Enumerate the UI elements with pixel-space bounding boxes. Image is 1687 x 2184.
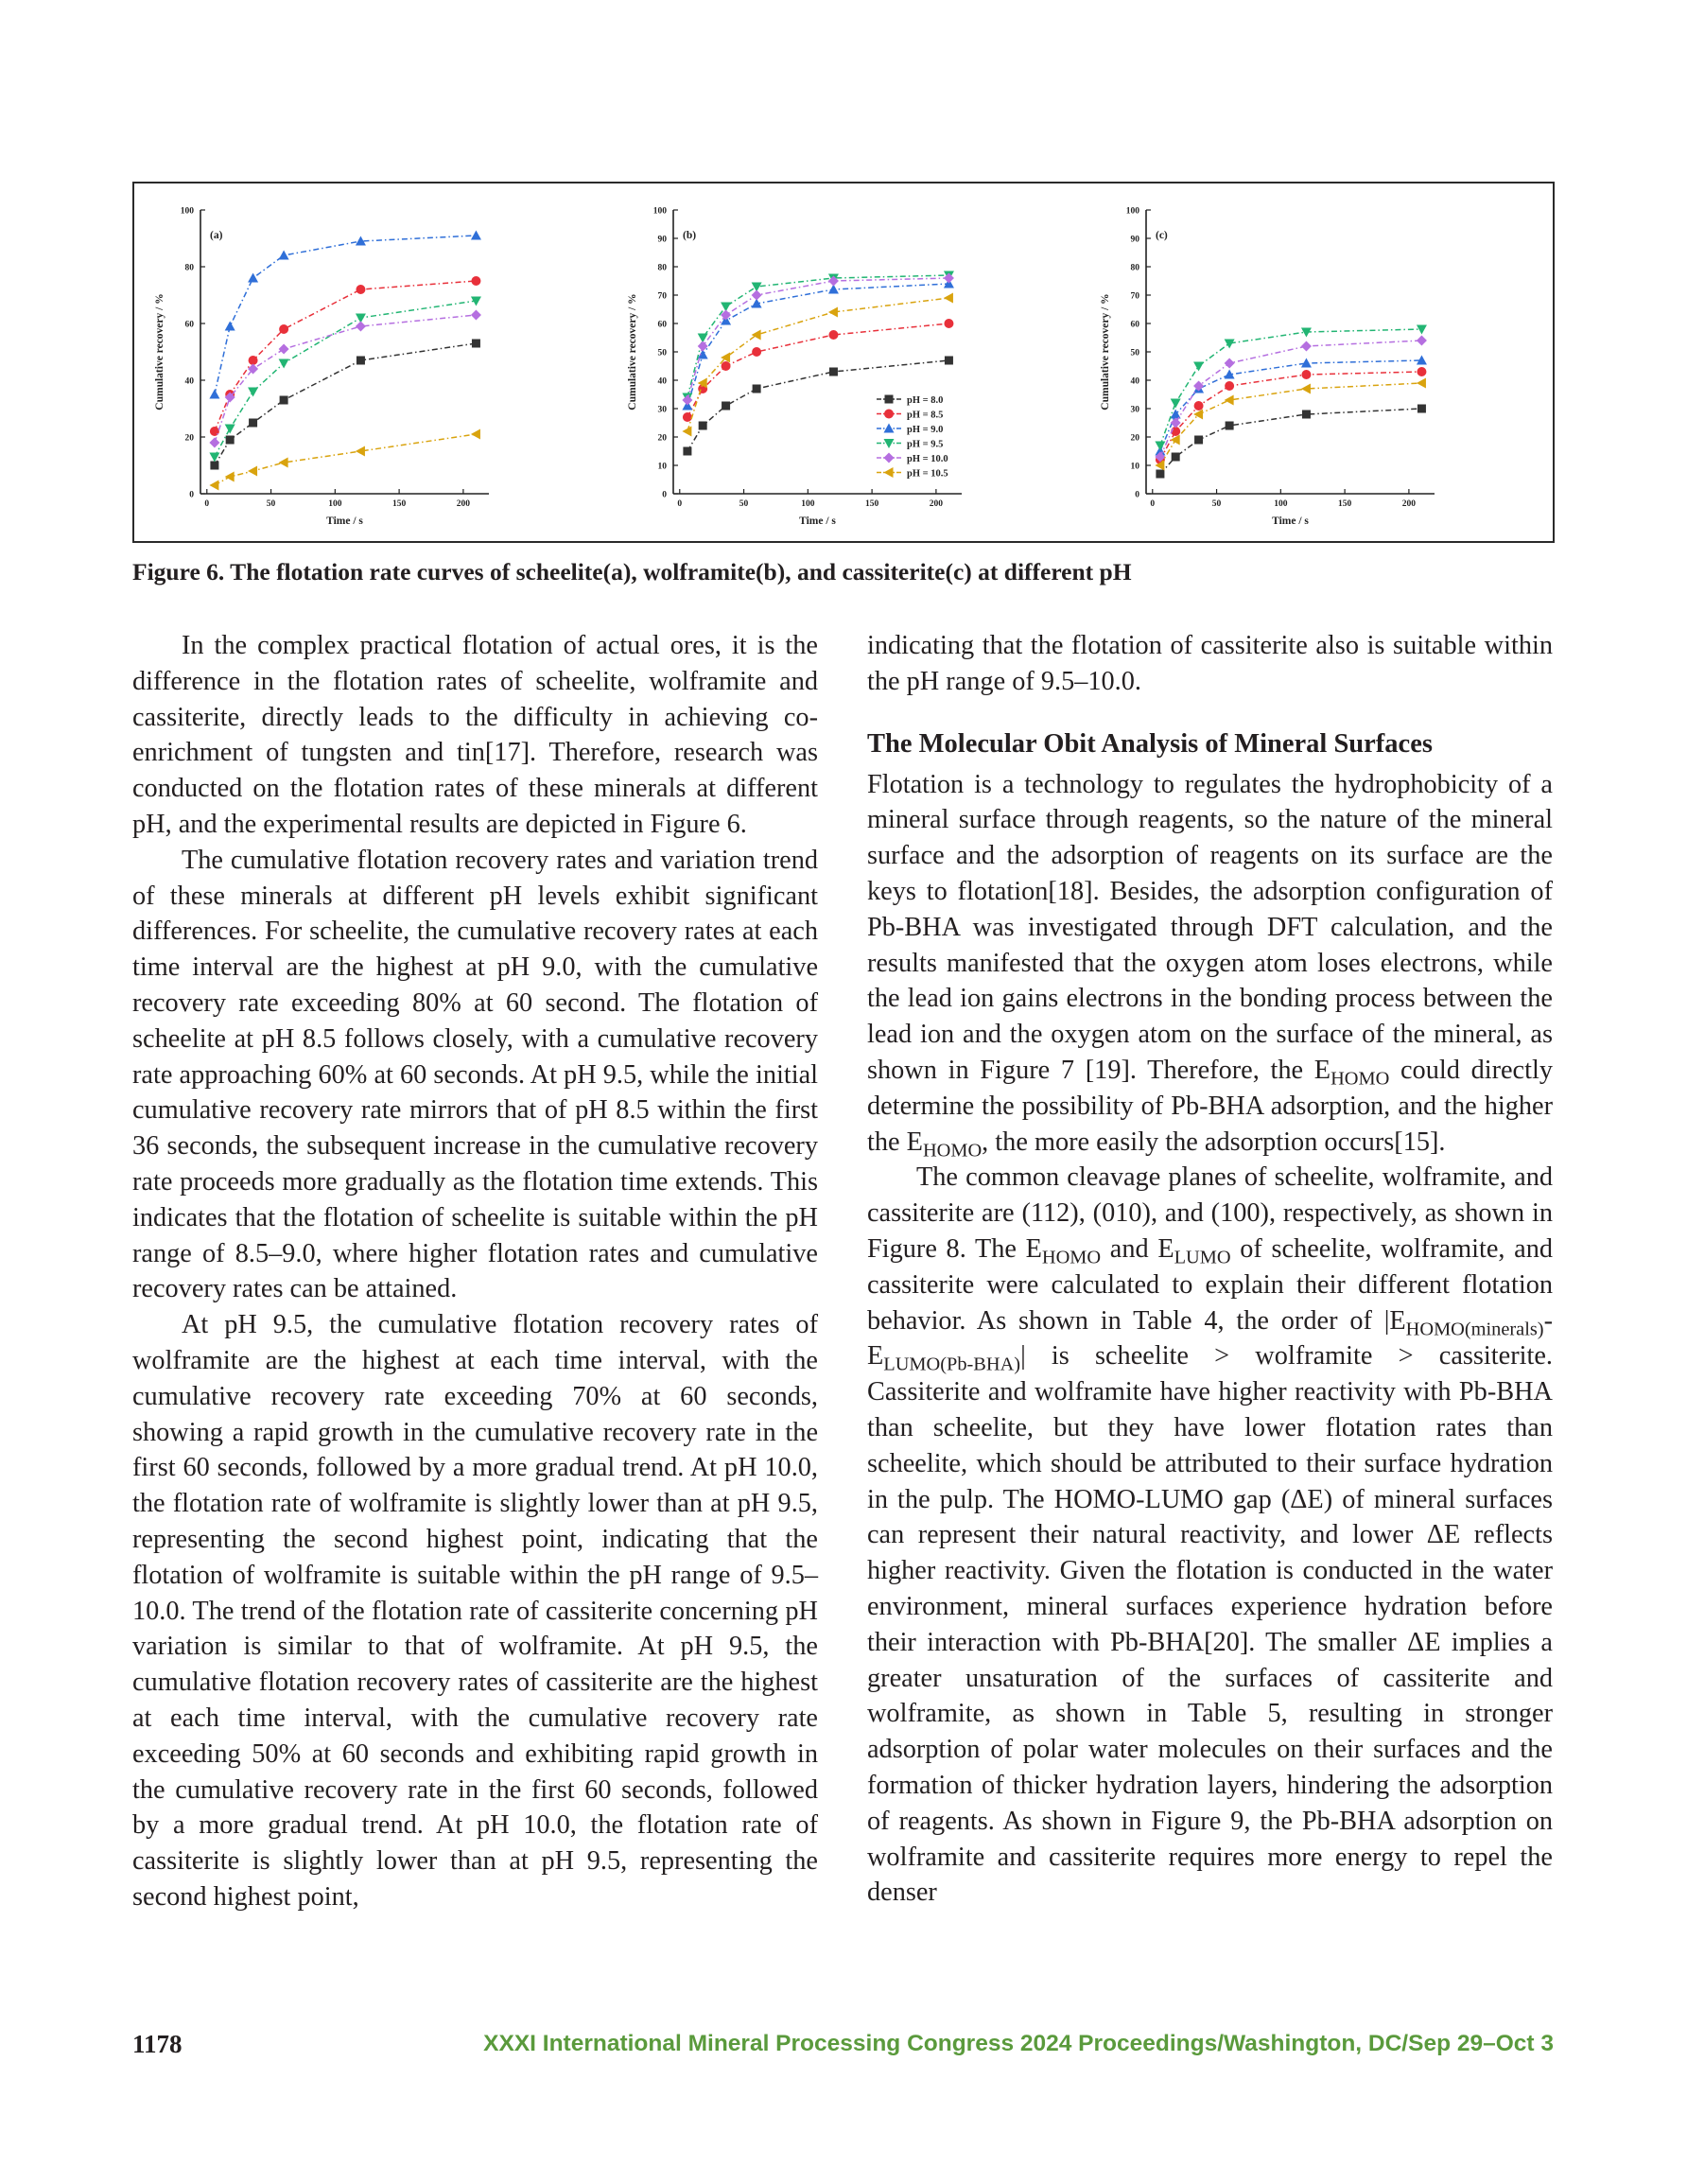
y-axis-label: Cumulative recovery / % (627, 293, 638, 411)
data-point (248, 388, 258, 397)
text-run: of scheelite, wolframite, and cassiterite were calculated to explain their different flotation behavior. As shown in Table 4, the order of |E (867, 1233, 1553, 1336)
data-point (1225, 381, 1234, 391)
data-point (209, 453, 219, 463)
y-tick-label: 10 (1130, 462, 1139, 472)
data-point (471, 276, 480, 286)
y-tick-label: 50 (1130, 348, 1139, 358)
chart-panel-2 (627, 207, 962, 528)
data-point (249, 419, 257, 428)
figure-6-frame (132, 182, 1555, 543)
legend-marker (884, 410, 894, 419)
y-tick-label: 0 (1135, 490, 1139, 500)
x-tick-label: 100 (1274, 499, 1288, 509)
text-run: The common cleavage planes of scheelite, wolframite, and cassiterite are (112), (010), and (100), respectively, as shown in Figure 8. The E (867, 1162, 1553, 1264)
data-point (945, 357, 953, 365)
legend-marker (884, 467, 894, 478)
y-tick-label: 60 (657, 320, 667, 330)
data-point (225, 322, 235, 331)
x-axis-label: Time / s (799, 515, 836, 527)
data-point (722, 402, 730, 411)
x-tick-label: 200 (1401, 499, 1417, 509)
data-point (280, 396, 288, 405)
data-point (209, 438, 219, 448)
x-tick-label: 150 (1337, 499, 1352, 509)
right-column (867, 628, 1553, 1911)
data-point (829, 368, 838, 376)
data-point (356, 446, 365, 457)
data-point (1226, 422, 1234, 430)
text-run: and E (1101, 1233, 1174, 1264)
legend-label: pH = 9.5 (907, 439, 944, 450)
data-point (1225, 358, 1235, 369)
y-tick-label: 20 (1130, 433, 1139, 444)
data-point (279, 458, 288, 468)
legend-marker (884, 439, 895, 448)
legend-label: pH = 8.0 (907, 394, 944, 406)
data-point (1301, 370, 1311, 379)
text-run: , the more easily the adsorption occurs[15]. (982, 1127, 1446, 1157)
subscript: LUMO(Pb-BHA) (883, 1354, 1021, 1375)
subscript: HOMO(minerals) (1405, 1319, 1544, 1340)
data-point (1156, 470, 1164, 479)
x-tick-label: 50 (739, 499, 749, 509)
text-run: could directly determine the possibility of Pb-BHA adsorption, and the higher the E (867, 1055, 1553, 1157)
figure-caption: Figure 6. The flotation rate curves of scheelite(a), wolframite(b), and cassiterite(c) at different pH (132, 558, 1132, 585)
data-point (944, 293, 953, 304)
y-tick-label: 50 (657, 348, 667, 358)
data-point (1417, 367, 1426, 376)
y-tick-label: 0 (662, 490, 667, 500)
data-point (1193, 381, 1204, 392)
data-point (828, 307, 838, 318)
data-point (279, 359, 289, 369)
data-point (1417, 325, 1427, 335)
data-point (279, 251, 289, 260)
legend-marker (885, 395, 894, 404)
data-point (226, 436, 235, 445)
x-tick-label: 100 (801, 499, 815, 509)
text-run: Flotation is a technology to regulates the hydrophobicity of a mineral surface through reagents, so the nature of the mineral surface and the adsorption of reagents on its surface are the keys to flotation[18]. Besides, the adsorption configuration of Pb-BHA was investigated through DFT calculation, and the results manifested that the oxygen atom loses electrons, while the lead ion gains electrons in the bonding process between the lead ion and the oxygen atom on the surface of the mineral, as shown in Figure 7 [19]. Therefore, the E (867, 769, 1553, 1085)
x-tick-label: 150 (864, 499, 879, 509)
y-axis-label: Cumulative recovery / % (1100, 293, 1111, 411)
x-tick-label: 150 (391, 499, 407, 509)
panel-label: (a) (210, 230, 223, 241)
y-axis-label: Cumulative recovery / % (154, 293, 165, 411)
data-point (1301, 358, 1312, 368)
data-point (225, 425, 235, 434)
legend-label: pH = 10.5 (907, 468, 948, 480)
y-tick-label: 30 (657, 405, 667, 415)
series-line (687, 278, 949, 400)
data-point (1302, 411, 1311, 419)
x-tick-label: 200 (929, 499, 944, 509)
paragraph (867, 767, 1553, 1161)
y-tick-label: 40 (184, 376, 194, 387)
data-point (1225, 395, 1234, 406)
data-point (1193, 362, 1204, 372)
data-point (753, 385, 761, 393)
y-tick-label: 100 (180, 206, 194, 217)
y-tick-label: 100 (652, 206, 667, 217)
data-point (209, 390, 219, 399)
data-point (699, 422, 707, 430)
y-tick-label: 90 (1130, 235, 1139, 245)
subscript: HOMO (1041, 1247, 1102, 1268)
section-heading: The Molecular Obit Analysis of Mineral Surfaces (867, 728, 1433, 759)
left-column (132, 628, 818, 1915)
y-tick-label: 20 (657, 433, 667, 444)
figure-6-charts (134, 183, 1552, 540)
panel-label: (c) (1156, 230, 1168, 241)
y-tick-label: 10 (657, 462, 667, 472)
y-tick-label: 80 (1130, 263, 1139, 273)
paragraph: At pH 9.5, the cumulative flotation recovery rates of wolframite are the highest at each time interval, with the cumulative recovery rate exceeding 70% at 60 seconds, showing a rapid growth in the cumulative recovery rate in the first 60 seconds, followed by a more gradual trend. At pH 10.0, the flotation rate of wolframite is slightly lower than at pH 9.5, representing the second highest point, indicating that the flotation of wolframite is suitable within the pH range of 9.5–10.0. The trend of the flotation rate of cassiterite concerning pH variation is similar to that of wolframite. At pH 9.5, the cumulative flotation recovery rates of cassiterite are the highest at each time interval, with the cumulative recovery rate exceeding 50% at 60 seconds and exhibiting rapid growth in the cumulative recovery rate in the first 60 seconds, followed by a more gradual trend. At pH 10.0, the flotation rate of cassiterite is slightly lower than at pH 9.5, representing the second highest point, (132, 1310, 818, 1912)
data-point (1155, 442, 1165, 451)
data-point (1417, 336, 1427, 346)
data-point (472, 340, 480, 348)
data-point (225, 472, 235, 482)
y-tick-label: 20 (184, 433, 194, 444)
y-tick-label: 0 (189, 490, 194, 500)
legend-label: pH = 9.0 (907, 424, 944, 435)
data-point (248, 273, 258, 283)
data-point (682, 427, 691, 437)
y-tick-label: 80 (184, 263, 194, 273)
y-tick-label: 70 (1130, 291, 1139, 302)
data-point (1172, 453, 1180, 462)
data-point (209, 480, 218, 491)
data-point (1301, 384, 1311, 394)
data-point (1194, 401, 1204, 411)
data-point (683, 447, 691, 456)
data-point (683, 412, 692, 422)
chart-panel-1 (154, 207, 489, 528)
data-point (279, 344, 289, 355)
text-run: | is scheelite > wolframite > cassiterite. Cassiterite and wolframite have higher reactivity with Pb-BHA than scheelite, but they have lower flotation rates than scheelite, which should be attributed to their surface hydration in the pulp. The HOMO-LUMO gap (ΔE) of mineral surfaces can represent their natural reactivity, and lower ΔE reflects higher reactivity. Given the flotation is conducted in the water environment, mineral surfaces experience hydration before their interaction with Pb-BHA[20]. The smaller ΔE implies a greater unsaturation of the surfaces of cassiterite and wolframite, as shown in Table 5, resulting in stronger adsorption of polar water molecules on their surfaces and the formation of thicker hydration layers, hindering the adsorption of reagents. As shown in Figure 9, the Pb-BHA adsorption on wolframite and cassiterite requires more energy to repel the denser (867, 1341, 1553, 1908)
data-point (1171, 399, 1181, 409)
data-point (752, 290, 762, 301)
y-tick-label: 60 (184, 320, 194, 330)
data-point (356, 285, 365, 294)
y-tick-label: 80 (657, 263, 667, 273)
data-point (356, 322, 366, 332)
paragraph: In the complex practical flotation of actual ores, it is the difference in the flotation rates of scheelite, wolframite and cassiterite, directly leads to the difficulty in achieving co-enrichment of tungsten and tin[17]. Therefore, research was conducted on the flotation rates of these minerals at different pH, and the experimental results are depicted in Figure 6. (132, 631, 818, 839)
data-point (248, 466, 257, 477)
x-tick-label: 50 (1211, 499, 1222, 509)
data-point (722, 361, 731, 371)
x-axis-label: Time / s (1272, 515, 1309, 527)
data-point (1417, 378, 1426, 389)
x-tick-label: 50 (266, 499, 276, 509)
text-run: -E (867, 1305, 1553, 1372)
x-tick-label: 0 (204, 499, 210, 509)
data-point (471, 231, 481, 240)
data-point (944, 319, 953, 328)
x-axis-label: Time / s (326, 515, 363, 527)
data-point (1301, 341, 1312, 352)
series-line (215, 301, 477, 457)
data-point (1417, 405, 1426, 413)
data-point (471, 310, 481, 321)
x-tick-label: 200 (456, 499, 471, 509)
x-tick-label: 0 (1150, 499, 1156, 509)
series-line (687, 284, 949, 406)
data-point (828, 276, 839, 287)
data-point (1171, 410, 1181, 419)
data-point (828, 330, 838, 340)
data-point (1225, 340, 1235, 349)
legend-label: pH = 8.5 (907, 410, 944, 421)
legend-marker (884, 424, 895, 433)
data-point (752, 347, 761, 357)
paragraph: indicating that the flotation of cassiterite also is suitable within the pH range of 9.5–10.0. (867, 631, 1553, 696)
y-tick-label: 90 (657, 235, 667, 245)
series-line (1160, 383, 1422, 465)
legend-marker (884, 453, 895, 463)
data-point (1194, 436, 1203, 445)
subscript: LUMO (1174, 1247, 1231, 1268)
data-point (210, 462, 218, 470)
data-point (357, 357, 365, 365)
page-number: 1178 (132, 2030, 183, 2058)
data-point (944, 273, 954, 284)
y-tick-label: 100 (1125, 206, 1139, 217)
y-tick-label: 70 (657, 291, 667, 302)
y-tick-label: 40 (1130, 376, 1139, 387)
y-tick-label: 30 (1130, 405, 1139, 415)
subscript: HOMO (1330, 1068, 1390, 1090)
series-line (687, 275, 949, 397)
paragraph: The cumulative flotation recovery rates and variation trend of these minerals at different pH levels exhibit significant differences. For scheelite, the cumulative recovery rates at each time interval are the highest at pH 9.0, with the cumulative recovery rate exceeding 80% at 60 second. The flotation of scheelite at pH 8.5 follows closely, with a cumulative recovery rate approaching 60% at 60 seconds. At pH 9.5, while the initial cumulative recovery rate mirrors that of pH 8.5 within the first 36 seconds, the subsequent increase in the cumulative recovery rate proceeds more gradually as the flotation time extends. This indicates that the flotation of scheelite is suitable within the pH range of 8.5–9.0, where higher flotation rates and cumulative recovery rates can be attained. (132, 845, 818, 1304)
y-tick-label: 60 (1130, 320, 1139, 330)
series-line (215, 434, 477, 485)
data-point (249, 356, 258, 365)
panel-label: (b) (683, 230, 697, 241)
data-point (698, 341, 708, 352)
data-point (471, 429, 480, 440)
data-point (1171, 435, 1180, 446)
paragraph (867, 1160, 1553, 1911)
x-tick-label: 100 (328, 499, 342, 509)
conference-footer: XXXI International Mineral Processing Congress 2024 Proceedings/Washington, DC/Sep 29–Oct 3 (483, 2031, 1554, 2056)
y-tick-label: 40 (657, 376, 667, 387)
data-point (279, 324, 288, 334)
data-point (682, 395, 692, 406)
chart-panel-3 (1100, 207, 1435, 528)
legend-label: pH = 10.0 (907, 453, 948, 464)
subscript: HOMO (922, 1140, 983, 1162)
x-tick-label: 0 (677, 499, 683, 509)
